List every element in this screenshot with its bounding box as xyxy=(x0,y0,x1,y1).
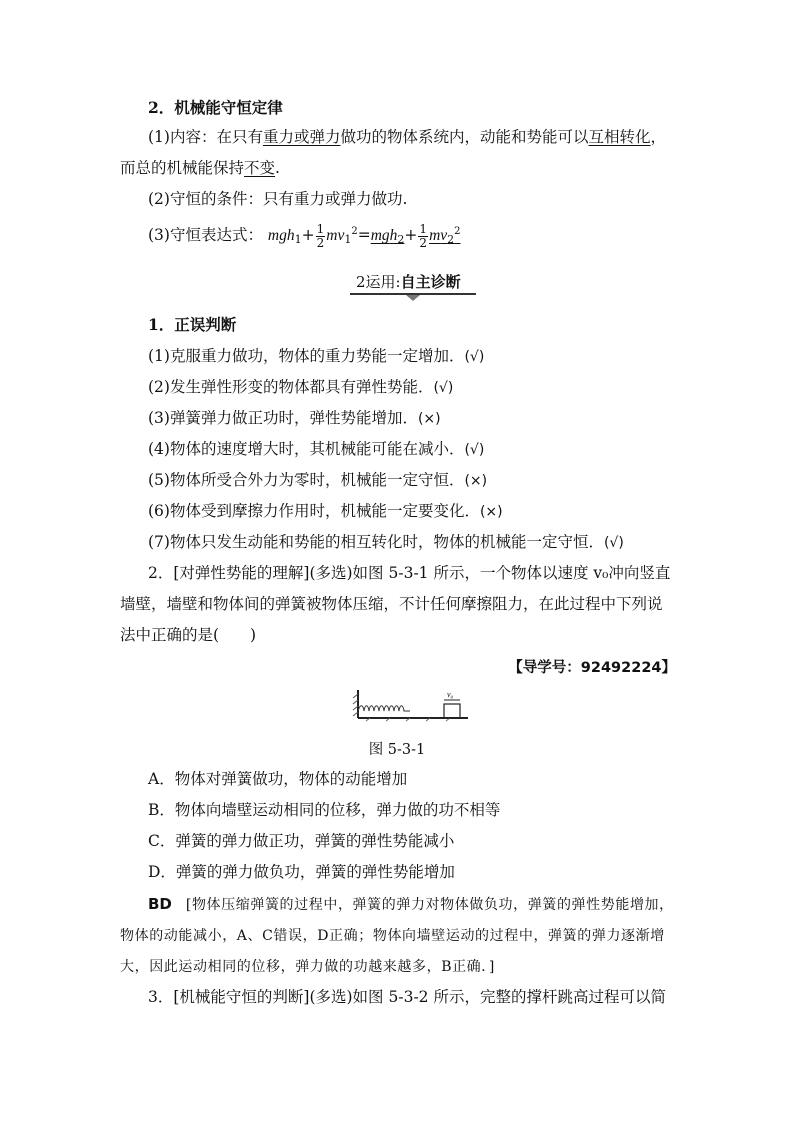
banner-prefix: 2运用: xyxy=(356,273,401,291)
underlined-term: 重力或弹力 xyxy=(262,128,341,146)
question-1-title: 1．正误判断 xyxy=(148,315,237,334)
content-line-1: (1)内容：在只有重力或弹力做功的物体系统内，动能和势能可以互相转化， xyxy=(148,128,667,146)
judgement-item: (3)弹簧弹力做正功时，弹性势能增加．(×) xyxy=(148,409,441,427)
banner-triangle-icon xyxy=(406,295,420,301)
judgement-item: (4)物体的速度增大时，其机械能可能在减小．(√) xyxy=(148,440,485,458)
formula: mgh$_1$+ $\frac{1}{2}$ $mv_1^2=mgh_2+$ $\frac{1}{2}$ $mv_2^2$ xyxy=(267,221,461,250)
block xyxy=(444,704,460,718)
expression-label: (3)守恒表达式： xyxy=(148,226,263,244)
spring xyxy=(358,706,410,711)
judgement-item: (5)物体所受合外力为零时，机械能一定守恒．(×) xyxy=(148,471,488,489)
condition-line: (2)守恒的条件：只有重力或弹力做功. xyxy=(148,190,408,208)
option-c: C．弹簧的弹力做正功，弹簧的弹性势能减小 xyxy=(148,832,455,850)
option-b: B．物体向墙壁运动相同的位移，弹力做的功不相等 xyxy=(148,801,501,819)
spring-block-figure xyxy=(350,686,470,722)
section-title: 2．机械能守恒定律 xyxy=(148,98,283,117)
banner-title: 自主诊断 xyxy=(400,273,461,291)
judgement-item: (6)物体受到摩擦力作用时，机械能一定要变化．(×) xyxy=(148,502,503,520)
question-2-line-3: 法中正确的是( ) xyxy=(120,626,257,644)
answer-key: BD xyxy=(148,895,172,913)
judgement-item: (2)发生弹性形变的物体都具有弹性势能．(√) xyxy=(148,378,454,396)
answer-explanation xyxy=(120,889,680,982)
question-3-line-1: 3．[机械能守恒的判断](多选)如图 5-3-2 所示，完整的撑杆跳高过程可以简 xyxy=(148,988,666,1006)
option-d: D．弹簧的弹力做负功，弹簧的弹性势能增加 xyxy=(148,863,455,881)
expression-line xyxy=(148,222,461,250)
figure-caption: 图 5-3-1 xyxy=(368,742,426,758)
judgement-item: (7)物体只发生动能和势能的相互转化时，物体的机械能一定守恒．(√) xyxy=(148,533,624,551)
underlined-term: 不变 xyxy=(244,159,276,177)
judgement-item: (1)克服重力做功，物体的重力势能一定增加．(√) xyxy=(148,347,485,365)
option-a: A．物体对弹簧做功，物体的动能增加 xyxy=(148,770,408,788)
guide-number: 【导学号：92492224】 xyxy=(508,660,676,676)
question-2-line-1: 2．[对弹性势能的理解](多选)如图 5-3-1 所示，一个物体以速度 v₀冲向竖直 xyxy=(148,564,671,582)
velocity-label: v₀ xyxy=(447,690,454,699)
underlined-term: 互相转化 xyxy=(588,128,651,146)
answer-body: [物体压缩弹簧的过程中，弹簧的弹力对物体做负功，弹簧的弹性势能增加，物体的动能减小，A、C错误，D正确；物体向墙壁运动的过程中，弹簧的弹力逐渐增大，因此运动相同的位移，弹力做的功越来越多，B正确．] xyxy=(120,897,674,975)
content-line-2: 而总的机械能保持不变. xyxy=(120,159,280,177)
section-banner xyxy=(350,270,476,294)
question-2-line-2: 墙壁，墙壁和物体间的弹簧被物体压缩，不计任何摩擦阻力，在此过程中下列说 xyxy=(120,595,663,613)
